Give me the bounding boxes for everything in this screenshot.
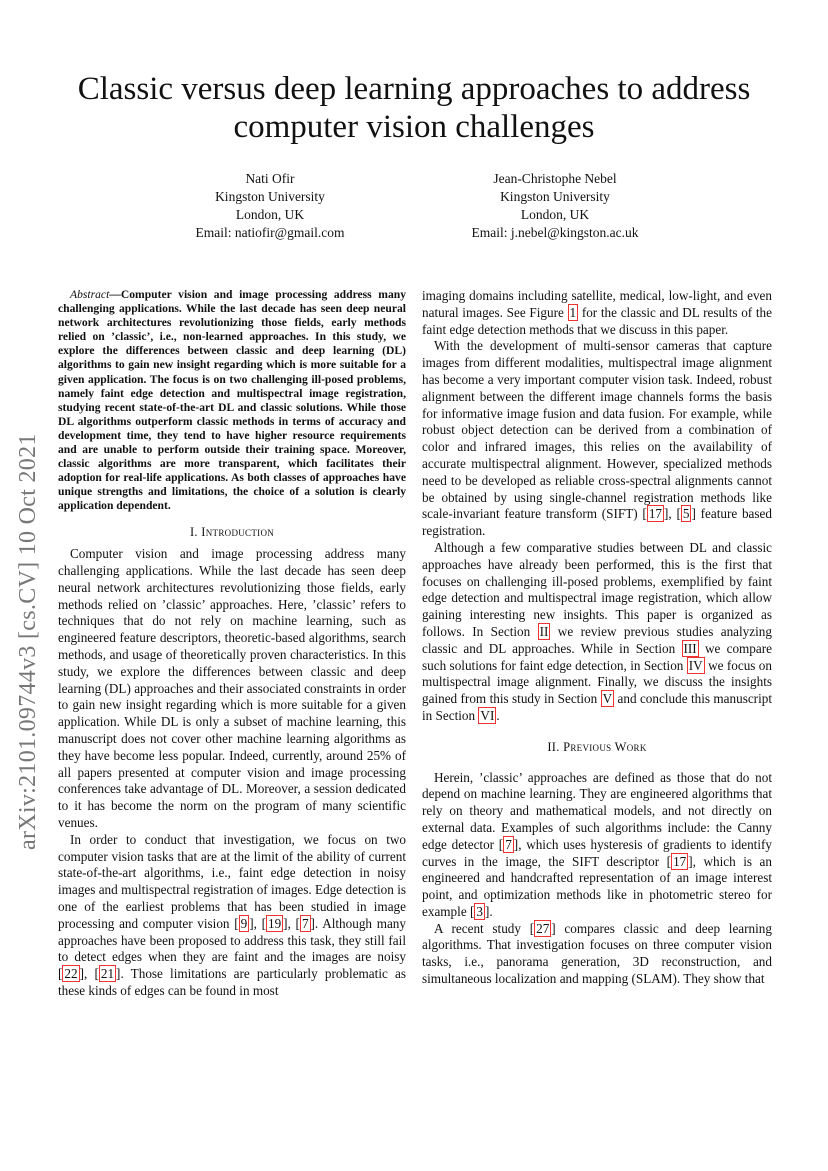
citation-link[interactable]: 27 <box>536 920 550 936</box>
citation-link[interactable]: 21 <box>100 966 115 982</box>
section-link[interactable]: II <box>539 623 549 639</box>
section-link[interactable]: V <box>602 691 613 707</box>
section-number: I. <box>189 524 198 539</box>
citation-link[interactable]: 17 <box>648 506 662 522</box>
author-block-2 <box>455 170 655 242</box>
author-affiliation: Kingston University <box>215 189 325 204</box>
section-heading-introduction <box>58 524 406 541</box>
section-link[interactable]: VI <box>480 707 495 723</box>
author-name: Jean-Christophe Nebel <box>493 171 617 186</box>
author-email: Email: natiofir@gmail.com <box>195 225 345 240</box>
author-location: London, UK <box>235 207 305 222</box>
section-title: Previous Work <box>563 739 647 754</box>
section-link[interactable]: IV <box>688 657 703 673</box>
intro-paragraph-continued: imaging domains including satellite, medical, low-light, and even natural images. See Figure 1 for the classic and DL results of the faint edge detection methods that we discuss in this paper. <box>422 288 772 337</box>
author-email: Email: j.nebel@kingston.ac.uk <box>471 225 639 240</box>
abstract <box>58 288 406 514</box>
author-block-1 <box>170 170 370 242</box>
section-heading-previous-work <box>422 739 772 756</box>
intro-paragraph-1: Computer vision and image processing address many challenging applications. While the last decade has seen deep neural network architectures revolutionizing those fields, early methods relied on ’classic’ approaches. Here, ’classic’ refers to techniques that do not rely on machine learning, such as engineered feature descriptors, theoretic-based algorithms, search methods, and usage of theoretically proven characteristics. In this study, we explore the differences between classic and deep learning (DL) approaches and their associated constraints in order to gain new insight regarding which is more suitable for a given application. While DL is only a subset of machine learning, this manuscript does not cover other machine learning algorithms as they have become less popular. Indeed, currently, around 25% of all papers presented at computer vision and image processing conferences take advantage of DL. Moreover, a session dedicated to it has become the norm on the program of many scientific venues. <box>58 546 406 831</box>
citation-link[interactable]: 7 <box>301 915 309 931</box>
author-location: London, UK <box>520 207 590 222</box>
author-affiliation: Kingston University <box>500 189 610 204</box>
abstract-text: —Computer vision and image processing address many challenging applications. While the last decade has seen deep neural network architectures revolutionizing those fields, early methods relied on ’classic’, i.e., non-learned approaches. In this study, we explore the differences between classic and deep learning (DL) algorithms to gain new insight regarding which is more suitable for a given application. The focus is on two challenging ill-posed problems, namely faint edge detection and multispectral image registration, studying recent state-of-the-art DL and classic solutions. While those DL algorithms outperform classic methods in terms of accuracy and development time, they tend to have higher resource requirements and are unable to perform outside their training space. Moreover, classic algorithms are more transparent, which facilitates their adoption for real-life applications. As both classes of approaches have unique strengths and limitations, the choice of a solution is clearly application dependent. <box>58 288 406 513</box>
section-title: Introduction <box>201 524 275 539</box>
citation-link[interactable]: 9 <box>240 915 248 931</box>
intro-paragraph-4: Although a few comparative studies between DL and classic approaches have already been performed, this is the first that focuses on challenging ill-posed problems, exemplified by faint edge detection and multispectral image registration, which allow gaining interesting new insights. This paper is organized as follows. In Section II we review previous studies analyzing classic and DL approaches. While in Section III we compare such solutions for faint edge detection, in Section IV we focus on multispectral image alignment. Finally, we discuss the insights gained from this study in Section V and conclude this manuscript in Section VI . <box>422 539 772 723</box>
citation-link[interactable]: 17 <box>673 853 687 869</box>
citation-link[interactable]: 22 <box>64 966 78 982</box>
left-column <box>58 288 406 1000</box>
previous-work-paragraph-1: Herein, ’classic’ approaches are defined as those that do not depend on machine learning. They are engineered algorithms that rely on theory and mathematical models, and not directly on external data. Examples of such algorithms include: the Canny edge detector [ 7 ], which uses hysteresis of gradients to identify curves in the image, the SIFT descriptor [ 17 ], which is an engineered and handcrafted representation of an image interest point, and optimization methods like in photometric stereo for example [ 3 ]. <box>422 769 772 919</box>
previous-work-paragraph-2: A recent study [ 27 ] compares classic and deep learning algorithms. That investigation focuses on three computer vision tasks, i.e., panorama generation, 3D reconstruction, and simultaneous localization and mapping (SLAM). They show that <box>422 920 772 987</box>
arxiv-identifier: arXiv:2101.09744v3 [cs.CV] 10 Oct 2021 <box>15 433 41 850</box>
citation-link[interactable]: 5 <box>682 506 690 522</box>
section-link[interactable]: III <box>683 640 697 656</box>
citation-link[interactable]: 7 <box>505 836 512 852</box>
intro-paragraph-2: In order to conduct that investigation, we focus on two computer vision tasks that are at the limit of the ability of current state-of-the-art algorithms, i.e., faint edge detection in noisy images and multispectral registration of images. Edge detection is one of the earliest problems that has been studied in image processing and computer vision [ 9 ], [ 19 ], [ 7 ]. Although many approaches have been proposed to address this task, they still fail to detect edges when they are faint and the images are noisy [ 22 ], [ 21 ]. Those limitations are particularly problematic as these kinds of edges can be found in most <box>58 831 406 999</box>
citation-link[interactable]: 3 <box>476 903 483 919</box>
figure-link[interactable]: 1 <box>569 304 577 320</box>
author-name: Nati Ofir <box>245 171 295 186</box>
citation-link[interactable]: 19 <box>267 915 282 931</box>
section-number: II. <box>547 739 560 754</box>
right-column <box>422 288 772 988</box>
intro-paragraph-3: With the development of multi-sensor cameras that capture images from different modalities, multispectral image alignment has become a very important computer vision task. Indeed, robust alignment between the different image channels forms the basis for informative image fusion and data fusion. For example, while robust object detection can be derived from a combination of color and infrared images, this relies on the availability of accurate multispectral alignment. However, specialized methods need to be developed as reliable cross-spectral alignments cannot be obtained by using single-channel registration methods like scale-invariant feature transform (SIFT) [ 17 ], [ 5 ] feature based registration. <box>422 338 772 539</box>
abstract-label: Abstract <box>70 288 110 301</box>
paper-title: Classic versus deep learning approaches to address computer vision challenges <box>77 71 751 145</box>
